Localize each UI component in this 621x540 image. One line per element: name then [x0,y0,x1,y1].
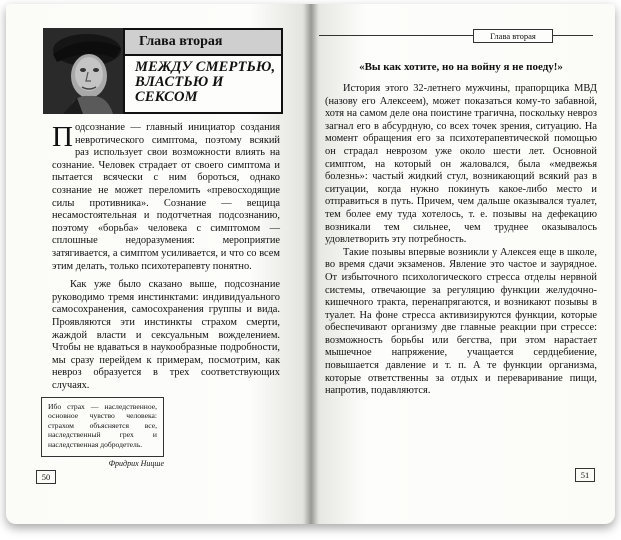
running-head: Глава вторая [473,29,553,43]
section-heading: «Вы как хотите, но на войну я не поеду!» [359,61,563,73]
page-number-left: 50 [36,470,56,484]
drop-cap: П [52,121,73,153]
epigraph-quote: Ибо страх — наследственное, основное чувство человека: страхом объясняется все, наследственный грех и наследственная добродетель. [41,397,164,457]
paragraph-1: История этого 32-летнего мужчины, прапорщика МВД (назову его Алексеем), может показаться кому-то забавной, хотя на самом деле она поистине трагична, поскольку невроз загнал его в абсурдную, со всех точек зрения, ситуацию. На момент обращения его за психотерапевтической помощью он страдал неврозом уже около шести лет. Основной симптом, на который он жаловался, была «медвежья болезнь»: частый жидкий стул, возникающий всякий раз в ситуации, когда нужно покинуть какое-либо место и отправиться в путь. Причем, чем дальше оказывался туалет, тем более ему туда хотелось, т. е. позывы на дефекацию возникали тем сильнее, чем труднее оказывалось удовлетворить эту потребность. [325,83,597,246]
book-spread [6,4,615,532]
paragraph-1 [52,122,280,273]
right-page [311,4,615,524]
page-number-right: 51 [575,468,595,482]
chapter-title-box [123,28,283,114]
paragraph-2: Как уже было сказано выше, подсознание руководимо тремя инстинктами: индивидуального самосохранения, самосохранения группы и вида. Проявляются эти инстинкты страхом смерти, жаждой власти и сексуальным вожделением. Чтобы не вдаваться в наукообразные подробности, мы сразу перейдем к примерам, посмотрим, как невроз образуется в трех соответствующих случаях. [52,279,280,391]
epigraph-author: Фридрих Ницше [108,459,164,468]
left-page-body [52,122,280,392]
right-page-body [325,83,597,398]
paragraph-2: Такие позывы впервые возникли у Алексея еще в школе, во время сдачи экзаменов. Явление это частое и заурядное. От избыточного психологического стресса отделы нервной системы, отвечающие за регуляцию функции желудочно-кишечного тракта, перенапрягаются, и возникают позывы в туалет. На фоне стресса активизируются функции, которые обеспечивают организму две главные реакции при стрессе: возможность борьбы или бегства, при этом нарастает мышечное напряжение, учащается сердцебиение, повышается давление и т. п. А те функции организма, которые ответственны за отдых и переваривание пищи, напротив, подавляются. [325,246,597,397]
paragraph-1-text: одсознание — главный инициатор создания невротического симптома, поэтому всякий раз использует свои возможности влиять на сознание. Человек страдает от своего симптома и пытается всячески с ним бороться, однако сознание не может переломить «превосходящие силы противника». Сознание — вещица несамостоятельная и подотчетная подсознанию, поэтому «борьба» человека с симптомом — сплошные недоразумения: мероприятие затягивается, а симптом усиливается, и что со всем этим делать, только психотерапевту понятно. [52,122,280,272]
chapter-portrait-image [43,28,123,114]
portrait-illustration [43,28,123,114]
chapter-title: МЕЖДУ СМЕРТЬЮ, ВЛАСТЬЮ И СЕКСОМ [135,59,276,105]
left-page [6,4,311,524]
chapter-label: Глава вторая [125,30,281,56]
